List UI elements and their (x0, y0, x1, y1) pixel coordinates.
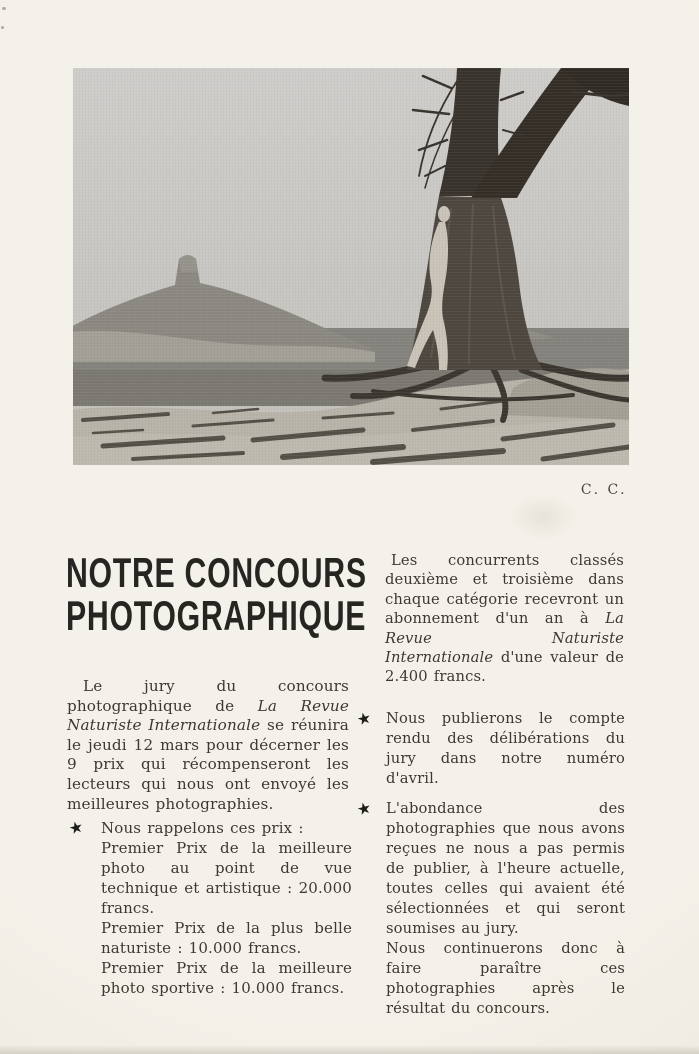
prize-item: Premier Prix de la meilleure photo sportive : 10.000 francs. (101, 959, 352, 997)
scan-speck (1, 26, 4, 29)
bullet-abundance (354, 797, 625, 1019)
paragraph-continuation: Nous continuerons donc à faire paraître ces photographies après le résultat du concours. (386, 940, 625, 1017)
photo-beach-scene (73, 68, 629, 465)
paragraph-report: Nous publierons le compte rendu des délibérations du jury dans notre numéro d'avril. (386, 710, 625, 787)
star-icon: ★ (66, 816, 86, 839)
paragraph-runners-up: Les concurrents classés deuxième et troisième dans chaque catégorie recevront un abonnement d'un an à La Revue Naturiste Internationale d'une valeur de 2.400 francs. (385, 552, 624, 686)
article-title (66, 551, 396, 637)
scan-speck (2, 7, 6, 10)
prizes-list (101, 818, 352, 998)
paragraph-jury-intro: Le jury du concours photographique de La Revue Naturiste Internationale se réunira le jeudi 12 mars pour décerner les 9 prix qui récompenseront les lecteurs qui nous ont envoyé les meilleures photographies. (67, 677, 349, 813)
paper-stain (508, 494, 578, 540)
star-icon: ★ (354, 707, 374, 730)
article-title-line1: NOTRE CONCOURS (66, 549, 367, 596)
star-icon: ★ (354, 797, 374, 820)
prizes-lead: Nous rappelons ces prix : (101, 819, 304, 837)
article-title-line2: PHOTOGRAPHIQUE (66, 592, 367, 639)
photo-illustration (73, 68, 629, 465)
paragraph-abundance: L'abondance des photographies que nous avons reçues ne nous a pas permis de publier, à l'heure actuelle, toutes celles qui avaient été sélectionnées et qui seront soumises au jury. (386, 800, 625, 937)
bullet-prizes (66, 816, 352, 998)
prize-item: Premier Prix de la plus belle naturiste : 10.000 francs. (101, 919, 352, 957)
photo-credit: C. C. (580, 482, 628, 498)
bullet-report (354, 707, 625, 789)
prize-item: Premier Prix de la meilleure photo au point de vue technique et artistique : 20.000 francs. (101, 839, 352, 917)
